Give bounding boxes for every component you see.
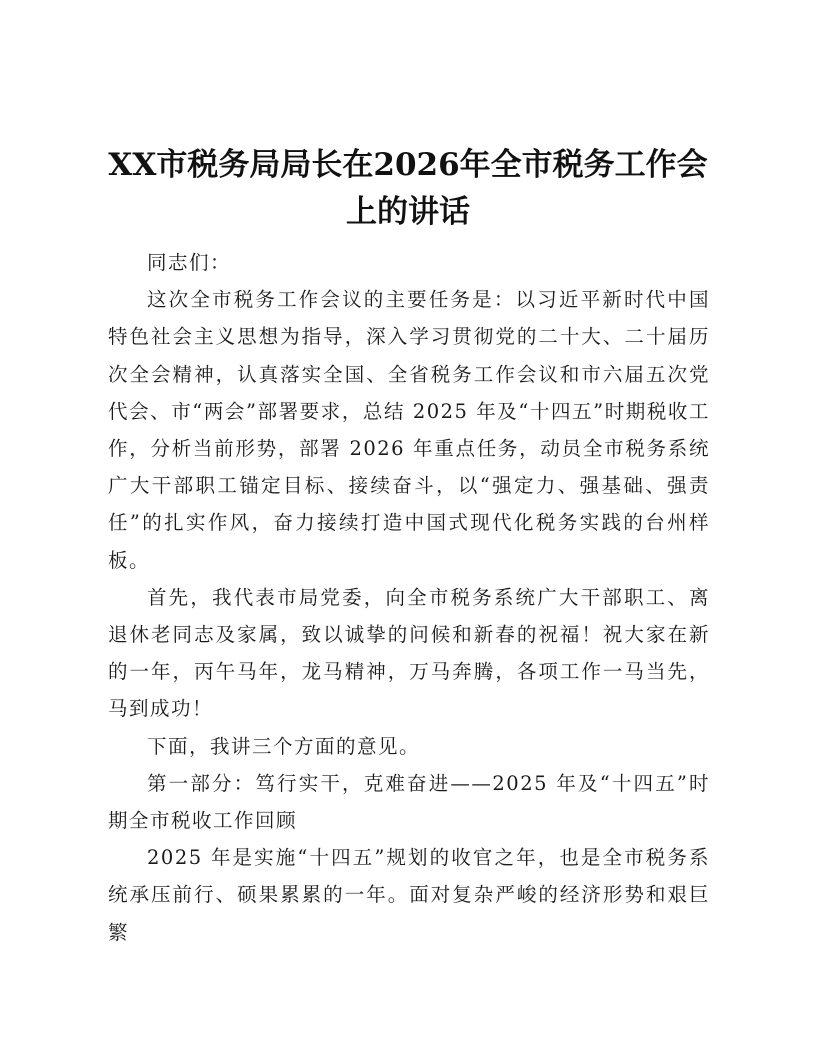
document-title: XX市税务局局长在2026年全市税务工作会上的讲话: [108, 147, 708, 230]
body-paragraph: 这次全市税务工作会议的主要任务是：以习近平新时代中国特色社会主义思想为指导，深入学习贯彻党的二十大、二十届历次全会精神，认真落实全国、全省税务工作会议和市六届五次党代会、市“两会”部署要求，总结 2025 年及“十四五”时期税收工作，分析当前形势，部署 2026 年重点任务，动员全市税务系统广大干部职工锚定目标、接续奋斗，以“强定力、强基础、强责任”的扎实作风，奋力接续打造中国式现代化税务实践的台州样板。: [108, 288, 710, 572]
document-body: [108, 244, 710, 951]
salutation-paragraph: 同志们：: [147, 251, 232, 274]
body-paragraph: 首先，我代表市局党委，向全市税务系统广大干部职工、离退休老同志及家属，致以诚挚的问候和新春的祝福！祝大家在新的一年，丙午马年，龙马精神，万马奔腾，各项工作一马当先，马到成功！: [108, 585, 710, 721]
body-paragraph: 下面，我讲三个方面的意见。: [147, 734, 421, 758]
section-heading-paragraph: 第一部分：笃行实干，克难奋进——2025 年及“十四五”时期全市税收工作回顾: [108, 771, 710, 833]
body-paragraph: 2025 年是实施“十四五”规划的收官之年，也是全市税务系统承压前行、硕果累累的一年。面对复杂严峻的经济形势和艰巨繁: [108, 846, 710, 944]
